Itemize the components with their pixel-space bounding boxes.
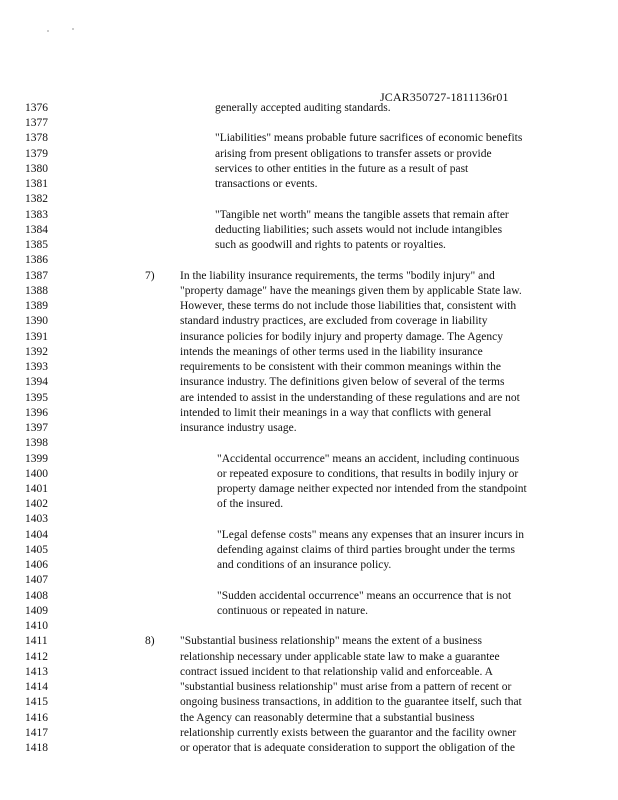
line-number: 1411 xyxy=(25,635,48,648)
document-line xyxy=(0,711,618,726)
document-line xyxy=(0,695,618,710)
line-text: "substantial business relationship" must arise from a pattern of recent or xyxy=(180,681,512,694)
document-id: JCAR350727-1811136r01 xyxy=(380,90,509,104)
document-line xyxy=(0,131,618,146)
document-line xyxy=(0,573,618,588)
line-number: 1398 xyxy=(25,437,48,450)
line-text: are intended to assist in the understanding of these regulations and are not xyxy=(180,391,520,404)
line-text: requirements to be consistent with their common meanings within the xyxy=(180,361,501,374)
document-line xyxy=(0,330,618,345)
document-line xyxy=(0,253,618,268)
document-line xyxy=(0,665,618,680)
line-text: In the liability insurance requirements, the terms "bodily injury" and xyxy=(180,269,495,282)
document-line xyxy=(0,269,618,284)
document-line xyxy=(0,589,618,604)
line-number: 1415 xyxy=(25,696,48,709)
document-line xyxy=(0,314,618,329)
document-line xyxy=(0,208,618,223)
line-text: services to other entities in the future as a result of past xyxy=(215,162,469,175)
line-number: 1386 xyxy=(25,254,48,267)
line-number: 1383 xyxy=(25,208,48,221)
line-number: 1378 xyxy=(25,132,48,145)
document-line xyxy=(0,543,618,558)
line-text: and conditions of an insurance policy. xyxy=(217,559,392,572)
line-number: 1405 xyxy=(25,543,48,556)
document-line xyxy=(0,558,618,573)
line-text: relationship currently exists between the guarantor and the facility owner xyxy=(180,726,517,739)
line-text: "Liabilities" means probable future sacrifices of economic benefits xyxy=(215,132,523,145)
line-text: defending against claims of third parties brought under the terms xyxy=(217,543,515,556)
document-line xyxy=(0,391,618,406)
document-line xyxy=(0,360,618,375)
line-number: 1391 xyxy=(25,330,48,343)
line-text: insurance industry. The definitions given below of several of the terms xyxy=(180,376,505,389)
document-line xyxy=(0,741,618,756)
line-number: 1392 xyxy=(25,345,48,358)
line-text: the Agency can reasonably determine that a substantial business xyxy=(180,711,475,724)
line-text: However, these terms do not include those liabilities that, consistent with xyxy=(180,300,517,313)
line-text: "Substantial business relationship" means the extent of a business xyxy=(180,635,482,648)
line-number: 1388 xyxy=(25,284,48,297)
document-line xyxy=(0,101,618,116)
line-number: 1396 xyxy=(25,406,48,419)
line-text: "Sudden accidental occurrence" means an occurrence that is not xyxy=(217,589,512,602)
line-text: contract issued incident to that relationship valid and enforceable. A xyxy=(180,665,493,678)
document-line xyxy=(0,299,618,314)
line-text: "property damage" have the meanings given them by applicable State law. xyxy=(180,284,522,297)
line-number: 1382 xyxy=(25,193,48,206)
document-line xyxy=(0,650,618,665)
document-line xyxy=(0,421,618,436)
line-number: 1395 xyxy=(25,391,48,404)
scan-speck xyxy=(72,28,74,30)
line-text: relationship necessary under applicable state law to make a guarantee xyxy=(180,650,500,663)
document-line xyxy=(0,680,618,695)
item-marker: 7) xyxy=(145,269,155,282)
line-text: "Tangible net worth" means the tangible assets that remain after xyxy=(215,208,509,221)
line-number: 1380 xyxy=(25,162,48,175)
line-number: 1390 xyxy=(25,315,48,328)
document-line xyxy=(0,512,618,527)
document-line xyxy=(0,619,618,634)
line-text: "Accidental occurrence" means an accident, including continuous xyxy=(217,452,520,465)
line-number: 1389 xyxy=(25,300,48,313)
line-number: 1385 xyxy=(25,239,48,252)
line-text: generally accepted auditing standards. xyxy=(215,102,391,114)
document-line xyxy=(0,406,618,421)
line-number: 1404 xyxy=(25,528,48,541)
document-line xyxy=(0,634,618,649)
line-text: such as goodwill and rights to patents or royalties. xyxy=(215,239,446,252)
line-text: continuous or repeated in nature. xyxy=(217,604,369,617)
line-number: 1394 xyxy=(25,376,48,389)
document-line xyxy=(0,375,618,390)
line-text: or repeated exposure to conditions, that results in bodily injury or xyxy=(217,467,519,480)
line-number: 1376 xyxy=(25,102,48,114)
line-text: intended to limit their meanings in a way that conflicts with general xyxy=(180,406,492,419)
document-line xyxy=(0,452,618,467)
line-number: 1412 xyxy=(25,650,48,663)
line-number: 1413 xyxy=(25,665,48,678)
document-line xyxy=(0,467,618,482)
line-text: of the insured. xyxy=(217,498,284,511)
line-number: 1407 xyxy=(25,574,48,587)
line-number: 1393 xyxy=(25,361,48,374)
line-text: property damage neither expected nor intended from the standpoint xyxy=(217,483,527,495)
line-number: 1406 xyxy=(25,559,48,572)
line-number: 1403 xyxy=(25,513,48,526)
line-text: or operator that is adequate consideration to support the obligation of the xyxy=(180,742,516,755)
line-text: arising from present obligations to transfer assets or provide xyxy=(215,147,492,160)
line-text: insurance policies for bodily injury and property damage. The Agency xyxy=(180,330,503,343)
document-line xyxy=(0,223,618,238)
document-line xyxy=(0,436,618,451)
line-number: 1417 xyxy=(25,726,48,739)
document-line xyxy=(0,284,618,299)
line-text: transactions or events. xyxy=(215,178,318,191)
line-text: standard industry practices, are excluded from coverage in liability xyxy=(180,315,488,328)
document-line xyxy=(0,192,618,207)
line-number: 1410 xyxy=(25,620,48,633)
document-line xyxy=(0,177,618,192)
line-number: 1401 xyxy=(25,483,48,495)
line-number: 1400 xyxy=(25,467,48,480)
item-marker: 8) xyxy=(145,635,155,648)
document-line xyxy=(0,497,618,512)
line-number: 1418 xyxy=(25,742,48,755)
document-line xyxy=(0,528,618,543)
document-line xyxy=(0,238,618,253)
line-text: ongoing business transactions, in addition to the guarantee itself, such that xyxy=(180,696,522,709)
line-text: "Legal defense costs" means any expenses that an insurer incurs in xyxy=(217,528,525,541)
line-number: 1409 xyxy=(25,604,48,617)
line-number: 1387 xyxy=(25,269,48,282)
line-number: 1414 xyxy=(25,681,48,694)
line-text: insurance industry usage. xyxy=(180,422,297,435)
document-line xyxy=(0,162,618,177)
document-line xyxy=(0,116,618,131)
line-number: 1379 xyxy=(25,147,48,160)
line-number: 1384 xyxy=(25,223,48,236)
document-line xyxy=(0,482,618,497)
line-number: 1377 xyxy=(25,117,48,130)
line-number: 1381 xyxy=(25,178,48,191)
line-number: 1416 xyxy=(25,711,48,724)
document-line xyxy=(0,726,618,741)
document-line xyxy=(0,604,618,619)
document-line xyxy=(0,147,618,162)
line-number: 1402 xyxy=(25,498,48,511)
line-number: 1397 xyxy=(25,422,48,435)
line-number: 1408 xyxy=(25,589,48,602)
scan-speck xyxy=(47,30,49,32)
document-line xyxy=(0,345,618,360)
line-text: intends the meanings of other terms used in the liability insurance xyxy=(180,345,483,358)
line-number: 1399 xyxy=(25,452,48,465)
line-text: deducting liabilities; such assets would not include intangibles xyxy=(215,223,503,236)
